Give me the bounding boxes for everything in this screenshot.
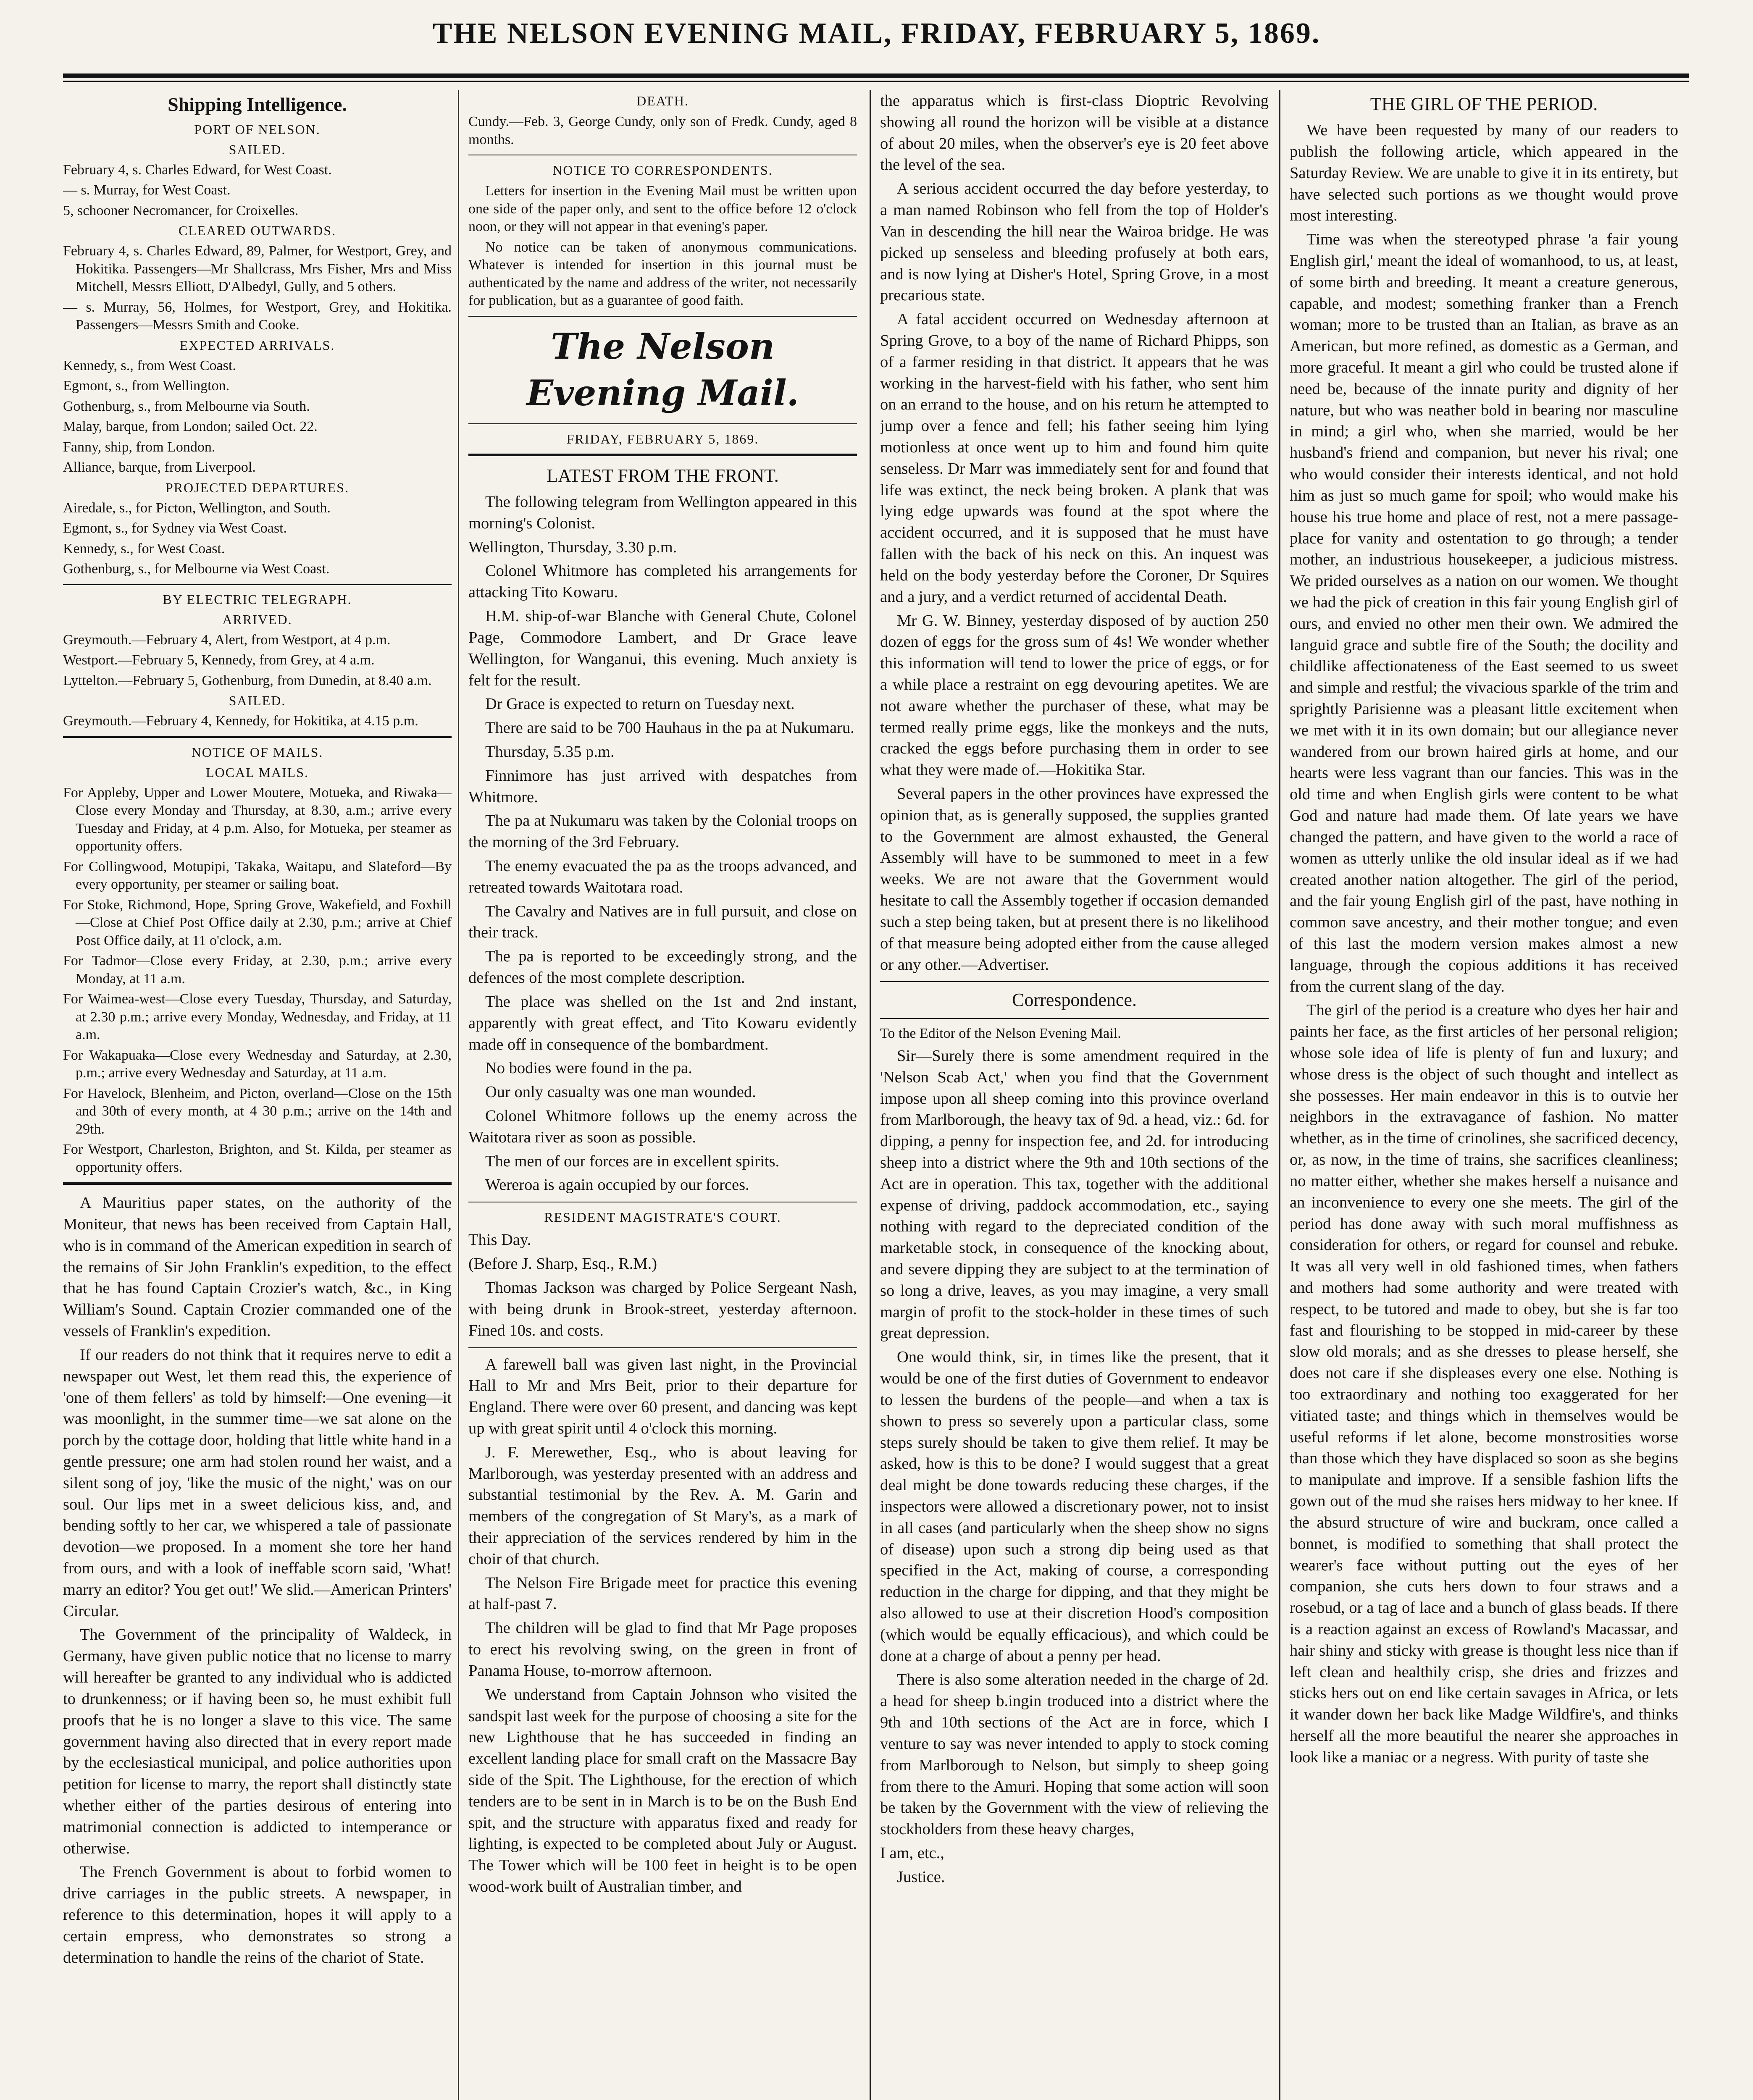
paragraph: the apparatus which is first-class Dioptric Revolving showing all round the horizon will be visible at a distance of about 20 miles, when the observer's eye is 20 feet above the level of the sea. (880, 92, 1269, 174)
list-item: For Collingwood, Motupipi, Takaka, Waitapu, and Slateford—By every opportunity, per steamer or sailing boat. (63, 858, 452, 892)
paragraph: A farewell ball was given last night, in the Provincial Hall to Mr and Mrs Beit, prior to their departure for England. There were over 60 present, and dancing was kept up with great spirit until 4 o'clock this morning. (468, 1355, 857, 1437)
paragraph: Sir—Surely there is some amendment required in the 'Nelson Scab Act,' when you find that the Government impose upon all sheep coming into this province overland from Marlborough, the heavy tax of 9d. a head, viz.: 6d. for dipping, a penny for inspection fee, and 2d. for introducing sheep into a district where the 9th and 10th sections of the Act are in operation. This tax, together with the additional expense of driving, paddock accommodation, etc., saying nothing with regard to the depreciated condition of the marketable stock, in consequence of the knocking about, and severe dipping they are subject to at the termination of so long a drive, leaves, as you may imagine, a very small margin of profit to the stock-holder in these times of such great depression. (880, 1047, 1269, 1342)
cleared-title: CLEARED OUTWARDS. (178, 223, 336, 239)
divider (468, 1347, 857, 1348)
list-item: Fanny, ship, from London. (63, 439, 216, 455)
list-item: Lyttelton.—February 5, Gothenburg, from Dunedin, at 8.40 a.m. (63, 672, 432, 688)
dateline: Thursday, 5.35 p.m. (485, 743, 615, 761)
court-day: This Day. (468, 1231, 531, 1249)
paragraph: Finnimore has just arrived with despatches from Whitmore. (468, 766, 857, 806)
paragraph: There are said to be 700 Hauhaus in the pa at Nukumaru. (485, 719, 854, 737)
mails-subtitle: LOCAL MAILS. (205, 764, 309, 780)
paragraph: Dr Grace is expected to return on Tuesday next. (485, 695, 795, 713)
paragraph: No notice can be taken of anonymous communications. Whatever is intended for insertion in this journal must be authenticated by the name and address of the writer, not necessarily for publication, but as a guarantee of good faith. (468, 239, 857, 309)
paragraph: The pa is reported to be exceedingly strong, and the defences of the most complete description. (468, 948, 857, 987)
paragraph: A fatal accident occurred on Wednesday afternoon at Spring Grove, to a boy of the name of Richard Phipps, son of a farmer residing in that district. It appears that he was working in the harvest-field with his father, who sent him on an errand to the house, and on his return he attempted to jump over a fence and fell; his father seeing him lying motionless at once went up to him and found him quite senseless. Dr Marr was immediately sent for and found that life was extinct, the neck being broken. A plank that was lying edge upwards was found at the spot where the accident occurred, and it is supposed that he must have fallen with the back of his neck on this. An inquest was held on the body yesterday before the Coroner, Dr Squires and a jury, and a verdict returned of accidental Death. (880, 310, 1269, 606)
paragraph: No bodies were found in the pa. (485, 1059, 692, 1077)
court-before: (Before J. Sharp, Esq., R.M.) (468, 1255, 657, 1273)
list-item: 5, schooner Necromancer, for Croixelles. (63, 202, 299, 218)
telegraph-title: BY ELECTRIC TELEGRAPH. (163, 591, 352, 607)
paragraph: Letters for insertion in the Evening Mail must be written upon one side of the paper only, and sent to the office before 12 o'clock noon, or they will not appear in that evening's paper. (468, 183, 857, 235)
divider (468, 423, 857, 424)
paragraph: J. F. Merewether, Esq., who is about leaving for Marlborough, was yesterday presented with an address and substantial testimonial by the Rev. A. M. Garin and members of the congregation of St Mary's, as a mark of their appreciation of the services rendered by him in the choir of that church. (468, 1443, 857, 1568)
paragraph: Colonel Whitmore has completed his arrangements for attacking Tito Kowaru. (468, 562, 857, 601)
divider (63, 736, 452, 738)
paragraph: Wereroa is again occupied by our forces. (485, 1176, 749, 1194)
list-item: For Wakapuaka—Close every Wednesday and Saturday, at 2.30, p.m.; arrive every Wednesday and Saturday, at 11 a.m. (63, 1047, 452, 1081)
divider (880, 1018, 1269, 1019)
list-item: Westport.—February 5, Kennedy, from Grey, at 4 a.m. (63, 652, 375, 668)
paragraph: There is also some alteration needed in the charge of 2d. a head for sheep b.ingin troduced into a district where the 9th and 10th sections of the Act are in force, which I venture to say was never intended to apply to stock coming from Marlborough to Nelson, but simply to sheep going from there to the Amuri. Hoping that some action will soon be taken by the Government with the view of relieving the stockholders from these heavy charges, (880, 1671, 1269, 1838)
sailed-title: SAILED. (229, 142, 286, 157)
masthead: THE NELSON EVENING MAIL, FRIDAY, FEBRUARY 5, 1869. (432, 17, 1321, 50)
dateline: Wellington, Thursday, 3.30 p.m. (468, 538, 677, 556)
dateline: FRIDAY, FEBRUARY 5, 1869. (566, 431, 759, 446)
article-title: THE GIRL OF THE PERIOD. (1370, 94, 1598, 114)
paragraph: The girl of the period is a creature who dyes her hair and paints her face, as the first articles of her personal religion; whose sole idea of life is plenty of fun and luxury; and whose dress is the object of such thought and intellect as she possesses. Her main endeavor in this is to outvie her neighbors in the extravagance of fashion. No matter whether, as in the time of crinolines, she sacrificed decency, or, as now, in the time of trains, she sacrifices cleanliness; no matter either, whether she makes herself a nuisance and an inconvenience to every one she meets. The girl of the period has done away with such moral muffishness as consideration for others, or regard for counsel and rebuke. It was all very well in old fashioned times, when fathers and mothers had some authority and were treated with respect, to be tutored and made to obey, but she is far too fast and flourishing to be stopped in mid-career by these slow old morals; and as she dresses to please herself, she does not care if she displeases every one else. Nothing is too extraordinary and nothing too exaggerated for her vitiated taste; and things which in themselves would be useful reforms if let alone, become monstrosities worse than those which they have displaced so soon as she begins to manipulate and improve. If a sensible fashion lifts the gown out of the mud she raises hers midway to her knee. If the absurd structure of wire and buckram, once called a bonnet, is modified to something that shall protect the wearer's face without putting out the eyes of her companion, she cuts hers down to four straws and a rosebud, or a tag of lace and a bunch of glass beads. If there is a reaction against an excess of Rowland's Macassar, and hair shiny and sticky with grease is thought less nice than if left clean and healthily crisp, she dries and frizzes and sticks hers out on end like certain savages in Africa, or lets it wander down her back like Madge Wildfire's, and thinks herself all the more beautiful the nearer she approaches in look like a maniac or a negress. With purity of taste she (1290, 1001, 1678, 1766)
list-item: For Tadmor—Close every Friday, at 2.30, p.m.; arrive every Monday, at 11 a.m. (63, 953, 452, 987)
list-item: Kennedy, s., for West Coast. (63, 541, 225, 556)
paragraph: H.M. ship-of-war Blanche with General Chute, Colonel Page, Commodore Lambert, and Dr Grace leave Wellington, for Wanganui, this evening. Much anxiety is felt for the result. (468, 607, 857, 689)
column-2 (468, 90, 857, 2100)
column-rule (870, 90, 871, 2100)
paragraph: A Mauritius paper states, on the authority of the Moniteur, that news has been received from Captain Hall, who is in command of the American expedition in search of the remains of Sir John Franklin's expedition, to the effect that he has found Captain Crozier's watch, &c., in King William's Sound. Captain Crozier commanded one of the vessels of Franklin's expedition. (63, 1194, 452, 1340)
paragraph: Time was when the stereotyped phrase 'a fair young English girl,' meant the ideal of womanhood, to us, at least, of some birth and breeding. It meant a creature generous, capable, and modest; something franker than a French woman; more to be trusted than an Italian, as brave as an American, but more refined, as domestic as a German, and more graceful. It meant a girl who could be trusted alone if need be, because of the innate purity and dignity of her nature, but who was neather bold in bearing nor masculine in mind; a girl who, when she married, would be her husband's friend and companion, but never his rival; one who would consider their interests identical, and not hold him as just so much game for spoil; who would make his house his true home and place of rest, not a mere passage-place for vanity and ostentation to go through; a tender mother, an industrious housekeeper, a judicious mistress. We prided ourselves as a nation on our women. We thought we had the pick of creation in this fair young English girl of ours, and envied no other men their own. We admired the languid grace and subtle fire of the South; the docility and childlike affectionateness of the East seemed to us sweet and simple and restful; the vivacious sparkle of the trim and sprightly Parisienne was a pleasant little excitement when we met with it in its own domain; but our allegiance never wandered from our brown haired girls at home, and our hearts were less vagrant than our fancies. This was in the old time and when English girls were content to be what God and nature had made them. Of late years we have changed the pattern, and have given to the world a race of women as utterly unlike the old insular ideal as if we had created another nation altogether. The girl of the period, and the fair young English girl of the past, have nothing in common save ancestry, and their mother tongue; and even of this last the modern version makes almost a new language, through the copious additions it has received from the current slang of the day. (1290, 231, 1678, 995)
paragraph: Several papers in the other provinces have expressed the opinion that, as is generally supposed, the supplies granted to the Government are almost exhausted, the General Assembly will have to be summoned to meet in a few weeks. We are not aware that the Government would hesitate to call the Assembly together if occasion demanded such a step being taken, but at present there is no likelihood of that measure being adopted either from the cause alleged or any other.—Advertiser. (880, 785, 1269, 974)
paragraph: Colonel Whitmore follows up the enemy across the Waitotara river as soon as possible. (468, 1107, 857, 1146)
paragraph: The Cavalry and Natives are in full pursuit, and close on their track. (468, 902, 857, 942)
column-rule (458, 90, 459, 2100)
paragraph: The place was shelled on the 1st and 2nd instant, apparently with great effect, and Tito Kowaru evidently made off in consequence of the bombardment. (468, 992, 857, 1053)
correspondence-title: Correspondence. (1012, 990, 1137, 1011)
mails-title: NOTICE OF MAILS. (191, 744, 323, 760)
paragraph: The French Government is about to forbid women to drive carriages in the public streets. A newspaper, in reference to this determination, hopes it will apply to a certain empress, who demonstrates so strong a determination to handle the reins of the chariot of State. (63, 1863, 452, 1966)
list-item: February 4, s. Charles Edward, for West Coast. (63, 162, 332, 178)
to-editor: To the Editor of the Nelson Evening Mail. (880, 1026, 1121, 1042)
paragraph: The children will be glad to find that Mr Page proposes to erect his revolving swing, on the green in front of Panama House, to-morrow afternoon. (468, 1619, 857, 1680)
list-item: — s. Murray, for West Coast. (63, 182, 231, 198)
masthead-rule (63, 74, 1689, 78)
front-title: LATEST FROM THE FRONT. (547, 465, 779, 486)
list-item: Airedale, s., for Picton, Wellington, and South. (63, 500, 331, 516)
signature: Justice. (897, 1868, 945, 1886)
divider (468, 316, 857, 317)
divider (880, 981, 1269, 982)
list-item: For Waimea-west—Close every Tuesday, Thursday, and Saturday, at 2.30 p.m.; arrive every Monday, Wednesday, and Friday, at 11 a.m. (63, 991, 452, 1043)
sailed2-title: SAILED. (229, 693, 286, 709)
list-item: For Stoke, Richmond, Hope, Spring Grove, Wakefield, and Foxhill—Close at Chief Post Office daily at 2.30, p.m.; arrive at Chief Post Office daily, at 11 o'clock, a.m. (63, 897, 452, 948)
paragraph: A serious accident occurred the day before yesterday, to a man named Robinson who fell from the top of Holder's Van in descending the hill near the Wairoa bridge. He was picked up senseless and bleeding profusely at both ears, and is now lying at Disher's Hotel, Spring Grove, in a most precarious state. (880, 180, 1269, 304)
list-item: Gothenburg, s., for Melbourne via West Coast. (63, 561, 330, 577)
column-rule (1279, 90, 1280, 2100)
list-item: Egmont, s., for Sydney via West Coast. (63, 520, 287, 536)
paragraph: Our only casualty was one man wounded. (485, 1083, 756, 1101)
masthead-rule-thin (63, 81, 1689, 82)
projected-title: PROJECTED DEPARTURES. (165, 480, 350, 495)
list-item: For Appleby, Upper and Lower Moutere, Motueka, and Riwaka—Close every Monday and Thursday, at 8.30, a.m.; arrive every Tuesday and Friday, at 4 p.m. Also, for Motueka, per steamer as opportunity offers. (63, 785, 452, 854)
column-4 (1290, 90, 1678, 2100)
paragraph: Thomas Jackson was charged by Police Sergeant Nash, with being drunk in Brook-street, yesterday afternoon. Fined 10s. and costs. (468, 1279, 857, 1339)
arrived-title: ARRIVED. (222, 612, 292, 627)
list-item: Greymouth.—February 4, Kennedy, for Hokitika, at 4.15 p.m. (63, 713, 418, 729)
list-item: For Havelock, Blenheim, and Picton, overland—Close on the 15th and 30th of every month, at 4 30 p.m.; arrive on the 14th and 29th. (63, 1085, 452, 1137)
paragraph: The pa at Nukumaru was taken by the Colonial troops on the morning of the 3rd February. (468, 812, 857, 851)
port-title: PORT OF NELSON. (194, 121, 321, 137)
paragraph: The Nelson Fire Brigade meet for practice this evening at half-past 7. (468, 1574, 857, 1613)
list-item: For Westport, Charleston, Brighton, and St. Kilda, per steamer as opportunity offers. (63, 1142, 452, 1175)
list-item: Greymouth.—February 4, Alert, from Westport, at 4 p.m. (63, 632, 391, 648)
divider (63, 1182, 452, 1185)
divider (468, 454, 857, 456)
death-title: DEATH. (636, 93, 689, 108)
column-3 (880, 90, 1269, 2100)
court-title: RESIDENT MAGISTRATE'S COURT. (544, 1210, 781, 1225)
closing: I am, etc., (880, 1844, 944, 1862)
paragraph: The Government of the principality of Waldeck, in Germany, have given public notice that no license to marry will hereafter be granted to any individual who is addicted to drunkenness; or if having been so, he must exhibit full proofs that he is no longer a slave to this vice. The same government having also directed that in every report made by the ecclesiastical municipal, and police authorities upon petition for license to marry, the report shall distinctly state whether either of the parties desirous of entering into matrimonial connection is addicted to intemperance or otherwise. (63, 1626, 452, 1857)
list-item: — s. Murray, 56, Holmes, for Westport, Grey, and Hokitika. Passengers—Messrs Smith and Cooke. (63, 299, 452, 333)
list-item: Kennedy, s., from West Coast. (63, 357, 236, 373)
paragraph: We have been requested by many of our readers to publish the following article, which appeared in the Saturday Review. We are unable to give it in its entirety, but have selected such portions as we thought would prove most interesting. (1290, 121, 1678, 225)
column-1 (63, 90, 452, 2100)
divider (63, 584, 452, 585)
death-notice: Cundy.—Feb. 3, George Cundy, only son of Fredk. Cundy, aged 8 months. (468, 114, 857, 147)
shipping-title: Shipping Intelligence. (168, 94, 347, 115)
paragraph: We understand from Captain Johnson who visited the sandspit last week for the purpose of choosing a site for the new Lighthouse that he has succeeded in finding an excellent landing place for small craft on the Massacre Bay side of the Spit. The Lighthouse, for the erection of which tenders are to be sent in in March is to be on the Bush End spit, and the structure with apparatus fixed and ready for lighting, is expected to be completed about July or August. The Tower which will be 100 feet in height is to be open wood-work built of Australian timber, and (468, 1685, 857, 1896)
expected-title: EXPECTED ARRIVALS. (179, 337, 335, 353)
list-item: Egmont, s., from Wellington. (63, 378, 230, 394)
paragraph: The enemy evacuated the pa as the troops advanced, and retreated towards Waitotara road. (468, 857, 857, 896)
paragraph: The following telegram from Wellington appeared in this morning's Colonist. (468, 493, 857, 532)
newspaper-flag: The Nelson Evening Mail. (526, 325, 799, 414)
list-item: Gothenburg, s., from Melbourne via South. (63, 398, 310, 414)
paragraph: One would think, sir, in times like the present, that it would be one of the first duties of Government to endeavor to lessen the burdens of the people—and when a tax is shown to press so severely upon a particular class, some steps surely should be taken to give them relief. It may be asked, how is this to be done? I would suggest that a great deal might be done towards reducing these charges, if the inspectors were allowed a discretionary power, not to insist in all cases (and particularly when the sheep show no signs of disease) upon such a strong dip being used as that specified in the Act, making of course, a corresponding reduction in the charge for dipping, and that they might be also allowed to use at their discretion Hood's composition (which would be equally efficacious), and which could be done at a charge of about a penny per head. (880, 1348, 1269, 1665)
paragraph: Mr G. W. Binney, yesterday disposed of by auction 250 dozen of eggs for the gross sum of 4s! We wonder whether this information will tend to lower the price of eggs, or for a while place a restraint on egg devouring apetites. We are not aware whether the purchaser of these, what may be termed really prime eggs, like the monkeys and the nuts, cracked the eggs before purchasing them in order to see what they were made of.—Hokitika Star. (880, 612, 1269, 779)
list-item: Malay, barque, from London; sailed Oct. 22. (63, 419, 318, 435)
list-item: February 4, s. Charles Edward, 89, Palmer, for Westport, Grey, and Hokitika. Passengers—Mr Shallcrass, Mrs Fisher, Mrs and Miss Mitchell, Messrs Elliott, D'Albedyl, Gully, and 5 others. (63, 243, 452, 295)
correspondents-title: NOTICE TO CORRESPONDENTS. (552, 163, 773, 178)
list-item: Alliance, barque, from Liverpool. (63, 459, 256, 475)
paragraph: If our readers do not think that it requires nerve to edit a newspaper out West, let them read this, the experience of 'one of them fellers' as told by himself:—One evening—it was moonlight, in the summer time—we sat alone on the porch by the cottage door, holding that little white hand in a gentle pressure; one arm had stolen round her waist, and a silent song of joy, 'like the music of the night,' was on our soul. Our lips met in a sweet delicious kiss, and, and bending softly to her car, we whispered a tale of passionate devotion—we proposed. In a moment she tore her hand from ours, and with a look of ineffable scorn said, 'What! marry an editor? You get out!' We slid.—American Printers' Circular. (63, 1346, 452, 1620)
paragraph: The men of our forces are in excellent spirits. (485, 1152, 780, 1170)
